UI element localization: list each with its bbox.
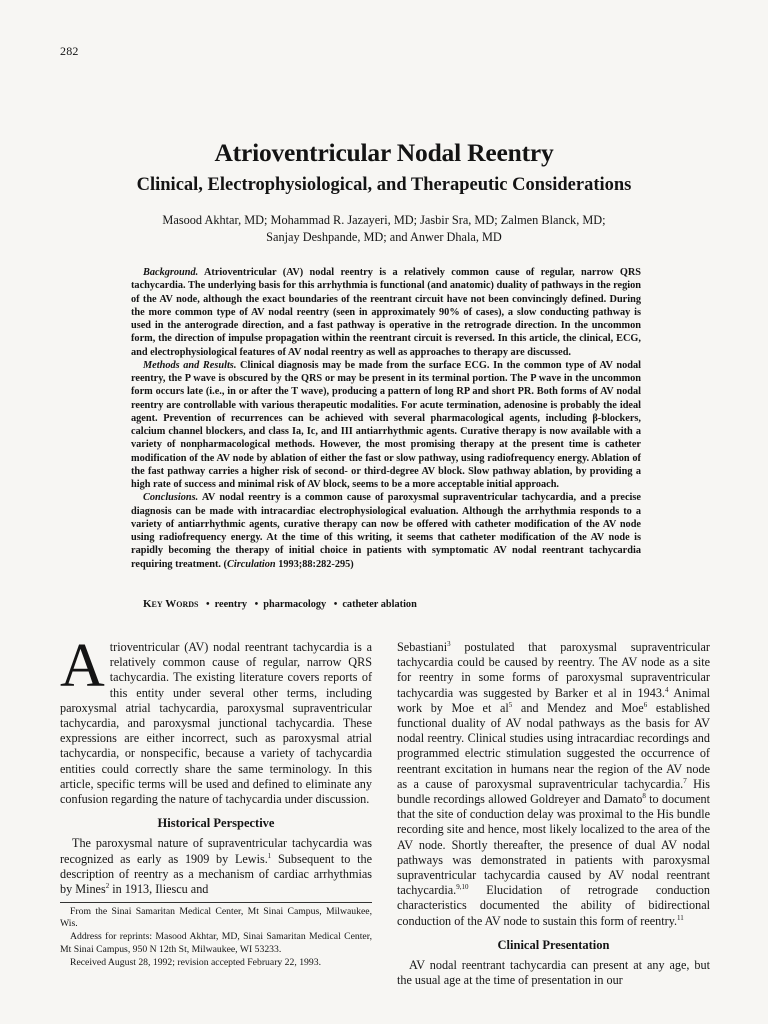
- keywords-label: Key Words: [143, 598, 199, 610]
- methods-text: Clinical diagnosis may be made from the surface ECG. In the common type of AV nodal reentry, the P wave is obscured by the QRS or may be present in its terminal portion. The P wave in the uncommon form occurs late (i.e., in or after the T wave), producing a pattern of long RP and short PR. Both forms of AV nodal reentry are controllable with various therapeutic modalities. For acute termination, adenosine is probably the ideal agent. Prevention of recurrences can be achieved with several pharmacological agents, including β-blockers, calcium channel blockers, and class Ia, Ic, and III antiarrhythmic agents. Curative therapy is now available with a variety of nonpharmacological methods. However, the most promising therapy at the present time is catheter modification of the AV node by ablation of either the fast or slow pathway, using radiofrequency energy. Ablation of the fast pathway carries a higher risk of second- or third-degree AV block. Slow pathway ablation, by providing a high rate of success and minimal risk of AV block, seems to be a more acceptable initial approach.: [131, 359, 642, 490]
- methods-label: Methods and Results.: [143, 359, 237, 371]
- reference-marker: 6: [643, 700, 648, 709]
- footnote-affiliation: From the Sinai Samaritan Medical Center, Mt Sinai Campus, Milwaukee, Wis.: [60, 906, 372, 930]
- reference-marker: 8: [642, 791, 646, 800]
- intro-paragraph: [60, 632, 372, 807]
- intro-text: trioventricular (AV) nodal reentrant tachycardia is a relatively common cause of regular, narrow QRS tachycardia. The existing literature covers reports of this entity under several other terms, including paroxysmal atrial tachycardia, paroxysmal supraventricular tachycardia, and paroxysmal junctional tachycardia. These expressions are either incorrect, such as paroxysmal atrial tachycardia, or nonspecific, because a variety of tachycardia entities could correctly share the same terminology. In this article, specific terms will be used and defined to eliminate any confusion regarding the nature of tachycardia under discussion.: [60, 640, 372, 807]
- drop-cap: A: [60, 632, 105, 700]
- reference-marker: 5: [508, 700, 513, 709]
- reference-marker: 1: [267, 851, 272, 860]
- abstract: [131, 266, 641, 571]
- reference-marker: 2: [105, 881, 110, 890]
- keyword-item: pharmacology: [263, 599, 327, 610]
- body-text: Sebastiani: [397, 640, 448, 654]
- keyword-bullet: •: [333, 599, 338, 610]
- reference-marker: 9,10: [456, 883, 469, 892]
- background-text: Atrioventricular (AV) nodal reentry is a relatively common cause of regular, narrow QRS tachycardia. The underlying basis for this arrhythmia is functional (and anatomic) duality of pathways in the region of the AV node, although the exact boundaries of the reentrant circuit have not been convincingly defined. During the more common type of AV nodal reentry (seen in approximately 90% of cases), a slow conducting pathway is used in the anterograde direction, and a fast pathway is operative in the retrograde direction. In the uncommon form, the direction of impulse propagation within the reentrant circuit is reversed. In this article, the clinical, ECG, and electrophysiological features of AV nodal reentry as well as approaches to therapy are discussed.: [131, 267, 641, 358]
- section-heading-clinical-presentation: Clinical Presentation: [497, 937, 610, 952]
- reference-marker: 7: [683, 776, 687, 785]
- abstract-background: [131, 266, 641, 359]
- clinical-paragraph: AV nodal reentrant tachycardia can present at any age, but the usual age at the time of presentation in our: [397, 958, 710, 988]
- abstract-methods: [131, 359, 641, 492]
- body-text: and Mendez and Moe: [512, 700, 644, 715]
- body-column-right: [397, 640, 710, 988]
- keyword-bullet: •: [206, 599, 210, 610]
- keyword-item: catheter ablation: [342, 599, 417, 610]
- conclusions-label: Conclusions.: [143, 492, 199, 504]
- reference-marker: 3: [447, 639, 451, 648]
- article-title: Atrioventricular Nodal Reentry: [214, 138, 554, 167]
- authors-line-1: Masood Akhtar, MD; Mohammad R. Jazayeri, MD; Jasbir Sra, MD; Zalmen Blanck, MD;: [162, 213, 606, 227]
- footnotes: [60, 906, 372, 970]
- historical-text: in 1913, Iliescu and: [109, 882, 209, 897]
- background-label: Background.: [143, 267, 199, 278]
- citation-details: 1993;88:282-295): [275, 558, 354, 570]
- footnote-received: Received August 28, 1992; revision accepted February 22, 1993.: [70, 956, 322, 968]
- body-text: Elucidation of retrograde conduction characteristics documented the ability of bidirectional conduction of the AV node to sustain this form of reentry.: [397, 883, 710, 928]
- body-column-left: [60, 632, 372, 897]
- section-heading-historical-perspective: Historical Perspective: [157, 816, 275, 831]
- footnote-divider: [60, 902, 372, 903]
- keywords: [143, 598, 417, 610]
- keyword-item: reentry: [214, 599, 248, 610]
- reference-marker: 11: [677, 913, 684, 922]
- body-text: Animal work by Moe et al: [397, 685, 710, 715]
- authors-line-2: Sanjay Deshpande, MD; and Anwer Dhala, MD: [266, 230, 502, 244]
- historical-continued-paragraph: [397, 640, 710, 929]
- author-list: [120, 212, 648, 246]
- citation-journal: Circulation: [227, 558, 276, 570]
- body-text: established functional duality of AV nodal pathways as the basis for AV nodal reentry. Clinical studies using intracardiac recordings and programmed electric stimulation suggested the occurrence of reentrant excitation in humans near the region of the AV node as a cause of paroxysmal supraventricular tachycardia.: [397, 700, 710, 791]
- article-subtitle: Clinical, Electrophysiological, and Therapeutic Considerations: [136, 175, 632, 195]
- historical-text: Subsequent to the description of reentry as a mechanism of cardiac arrhythmias by Mines: [60, 851, 372, 897]
- page-number: 282: [60, 44, 79, 58]
- reference-marker: 4: [664, 685, 669, 694]
- body-text: His bundle recordings allowed Goldreyer and Damato: [397, 776, 710, 807]
- body-text: postulated that paroxysmal supraventricular tachycardia could be caused by reentry. The AV node as a site for reentry in some forms of paroxysmal supraventricular tachycardia was suggested by Barker et al in 1943.: [397, 640, 710, 700]
- conclusions-text: AV nodal reentry is a common cause of paroxysmal supraventricular tachycardia, and a precise diagnosis can be made with intracardiac electrophysiological evaluation. Although the arrhythmia responds to a variety of antiarrhythmic agents, curative therapy can now be offered with catheter modification of the AV node using radiofrequency energy. At the time of this writing, it seems that catheter modification of the AV node is rapidly becoming the therapy of initial choice in patients with symptomatic AV nodal reentrant tachycardia requiring treatment. (: [131, 492, 641, 570]
- body-text: to document that the site of conduction delay was proximal to the His bundle recording site and hence, most likely localized to the area of the AV node. Shortly thereafter, the presence of dual AV nodal pathways was demonstrated in patients with paroxysmal supraventricular tachycardia caused by AV nodal reentrant tachycardia.: [397, 792, 710, 898]
- historical-text: The paroxysmal nature of supraventricular tachycardia was recognized as early as 1909 by Lewis.: [60, 836, 372, 866]
- footnote-reprints: Address for reprints: Masood Akhtar, MD, Sinai Samaritan Medical Center, Mt Sinai Campus, 950 N 12th St, Milwaukee, WI 53233.: [60, 931, 372, 955]
- abstract-conclusions: [131, 491, 641, 571]
- keyword-bullet: •: [254, 599, 259, 610]
- historical-paragraph: [60, 836, 372, 897]
